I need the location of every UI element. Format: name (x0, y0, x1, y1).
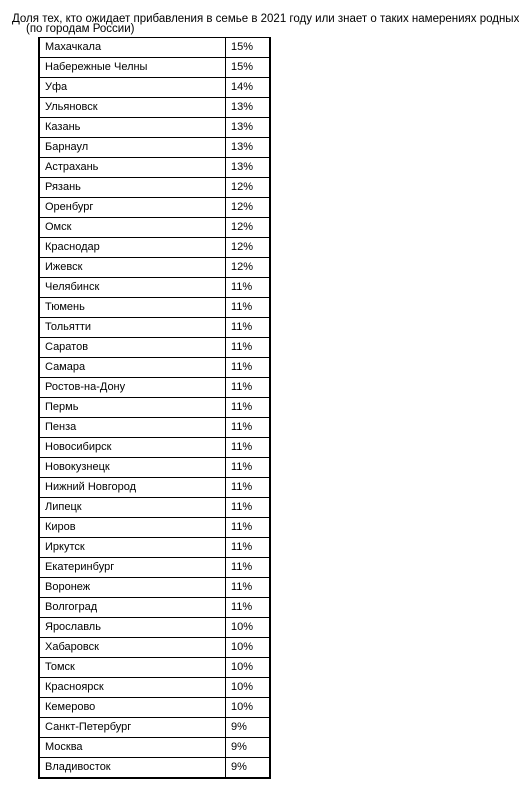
table-row (39, 698, 270, 718)
city-cell: Воронеж (39, 578, 226, 598)
percent-cell: 10% (226, 618, 271, 638)
table-row (39, 278, 270, 298)
table-row (39, 378, 270, 398)
city-cell: Рязань (39, 178, 226, 198)
percent-cell: 12% (226, 258, 271, 278)
table-row (39, 638, 270, 658)
city-cell: Астрахань (39, 158, 226, 178)
percent-cell: 11% (226, 398, 271, 418)
table-row (39, 218, 270, 238)
city-cell: Нижний Новгород (39, 478, 226, 498)
city-cell: Махачкала (39, 38, 226, 58)
table-row (39, 578, 270, 598)
city-cell: Москва (39, 738, 226, 758)
table-row (39, 98, 270, 118)
city-cell: Киров (39, 518, 226, 538)
percent-cell: 13% (226, 158, 271, 178)
city-cell: Пенза (39, 418, 226, 438)
percent-cell: 14% (226, 78, 271, 98)
city-cell: Челябинск (39, 278, 226, 298)
city-cell: Набережные Челны (39, 58, 226, 78)
city-cell: Самара (39, 358, 226, 378)
percent-cell: 13% (226, 138, 271, 158)
table-row (39, 258, 270, 278)
table-row (39, 678, 270, 698)
percent-cell: 11% (226, 558, 271, 578)
table-row (39, 318, 270, 338)
city-cell: Новокузнецк (39, 458, 226, 478)
table-row (39, 58, 270, 78)
table-row (39, 478, 270, 498)
table-row (39, 618, 270, 638)
table-row (39, 398, 270, 418)
city-cell: Саратов (39, 338, 226, 358)
percent-cell: 12% (226, 178, 271, 198)
city-cell: Санкт-Петербург (39, 718, 226, 738)
table-row (39, 598, 270, 618)
table-row (39, 78, 270, 98)
city-cell: Ярославль (39, 618, 226, 638)
percent-cell: 11% (226, 538, 271, 558)
percent-cell: 11% (226, 378, 271, 398)
city-cell: Липецк (39, 498, 226, 518)
percent-cell: 10% (226, 698, 271, 718)
city-cell: Тольятти (39, 318, 226, 338)
percent-cell: 12% (226, 218, 271, 238)
table-row (39, 758, 270, 779)
table-row (39, 438, 270, 458)
percent-cell: 11% (226, 278, 271, 298)
city-cell: Барнаул (39, 138, 226, 158)
percent-cell: 11% (226, 318, 271, 338)
percent-cell: 11% (226, 438, 271, 458)
city-percentage-table (38, 37, 271, 779)
table-row (39, 518, 270, 538)
table-row (39, 118, 270, 138)
city-cell: Краснодар (39, 238, 226, 258)
city-cell: Омск (39, 218, 226, 238)
city-cell: Кемерово (39, 698, 226, 718)
table-row (39, 238, 270, 258)
percent-cell: 12% (226, 238, 271, 258)
city-cell: Волгоград (39, 598, 226, 618)
city-cell: Тюмень (39, 298, 226, 318)
percent-cell: 10% (226, 678, 271, 698)
percent-cell: 10% (226, 658, 271, 678)
percent-cell: 9% (226, 718, 271, 738)
table-row (39, 198, 270, 218)
table-row (39, 138, 270, 158)
table-row (39, 718, 270, 738)
percent-cell: 11% (226, 498, 271, 518)
table-row (39, 498, 270, 518)
table-row (39, 538, 270, 558)
percent-cell: 13% (226, 98, 271, 118)
table-row (39, 338, 270, 358)
percent-cell: 11% (226, 458, 271, 478)
percent-cell: 15% (226, 58, 271, 78)
city-cell: Ульяновск (39, 98, 226, 118)
percent-cell: 10% (226, 638, 271, 658)
table-row (39, 558, 270, 578)
document-title: Доля тех, кто ожидает прибавления в семье в 2021 году или знает о таких намерениях родных (12, 13, 519, 25)
table-body (39, 38, 270, 779)
city-cell: Пермь (39, 398, 226, 418)
document-subtitle-text: (по городам России) (26, 23, 135, 35)
percent-cell: 11% (226, 518, 271, 538)
table-row (39, 178, 270, 198)
city-cell: Екатеринбург (39, 558, 226, 578)
city-cell: Казань (39, 118, 226, 138)
percent-cell: 11% (226, 478, 271, 498)
city-cell: Уфа (39, 78, 226, 98)
document-subtitle (26, 23, 196, 37)
city-cell: Оренбург (39, 198, 226, 218)
percent-cell: 9% (226, 738, 271, 758)
city-cell: Красноярск (39, 678, 226, 698)
percent-cell: 11% (226, 418, 271, 438)
city-cell: Иркутск (39, 538, 226, 558)
table-row (39, 658, 270, 678)
percent-cell: 12% (226, 198, 271, 218)
city-cell: Ижевск (39, 258, 226, 278)
table-row (39, 458, 270, 478)
percent-cell: 11% (226, 358, 271, 378)
table-row (39, 158, 270, 178)
percent-cell: 11% (226, 578, 271, 598)
table-row (39, 418, 270, 438)
city-cell: Владивосток (39, 758, 226, 779)
city-cell: Томск (39, 658, 226, 678)
city-cell: Хабаровск (39, 638, 226, 658)
table-row (39, 358, 270, 378)
percent-cell: 11% (226, 298, 271, 318)
table-row (39, 298, 270, 318)
city-cell: Новосибирск (39, 438, 226, 458)
city-cell: Ростов-на-Дону (39, 378, 226, 398)
percent-cell: 13% (226, 118, 271, 138)
table-row (39, 38, 270, 58)
percent-cell: 11% (226, 598, 271, 618)
percent-cell: 11% (226, 338, 271, 358)
percent-cell: 15% (226, 38, 271, 58)
percent-cell: 9% (226, 758, 271, 779)
table-row (39, 738, 270, 758)
